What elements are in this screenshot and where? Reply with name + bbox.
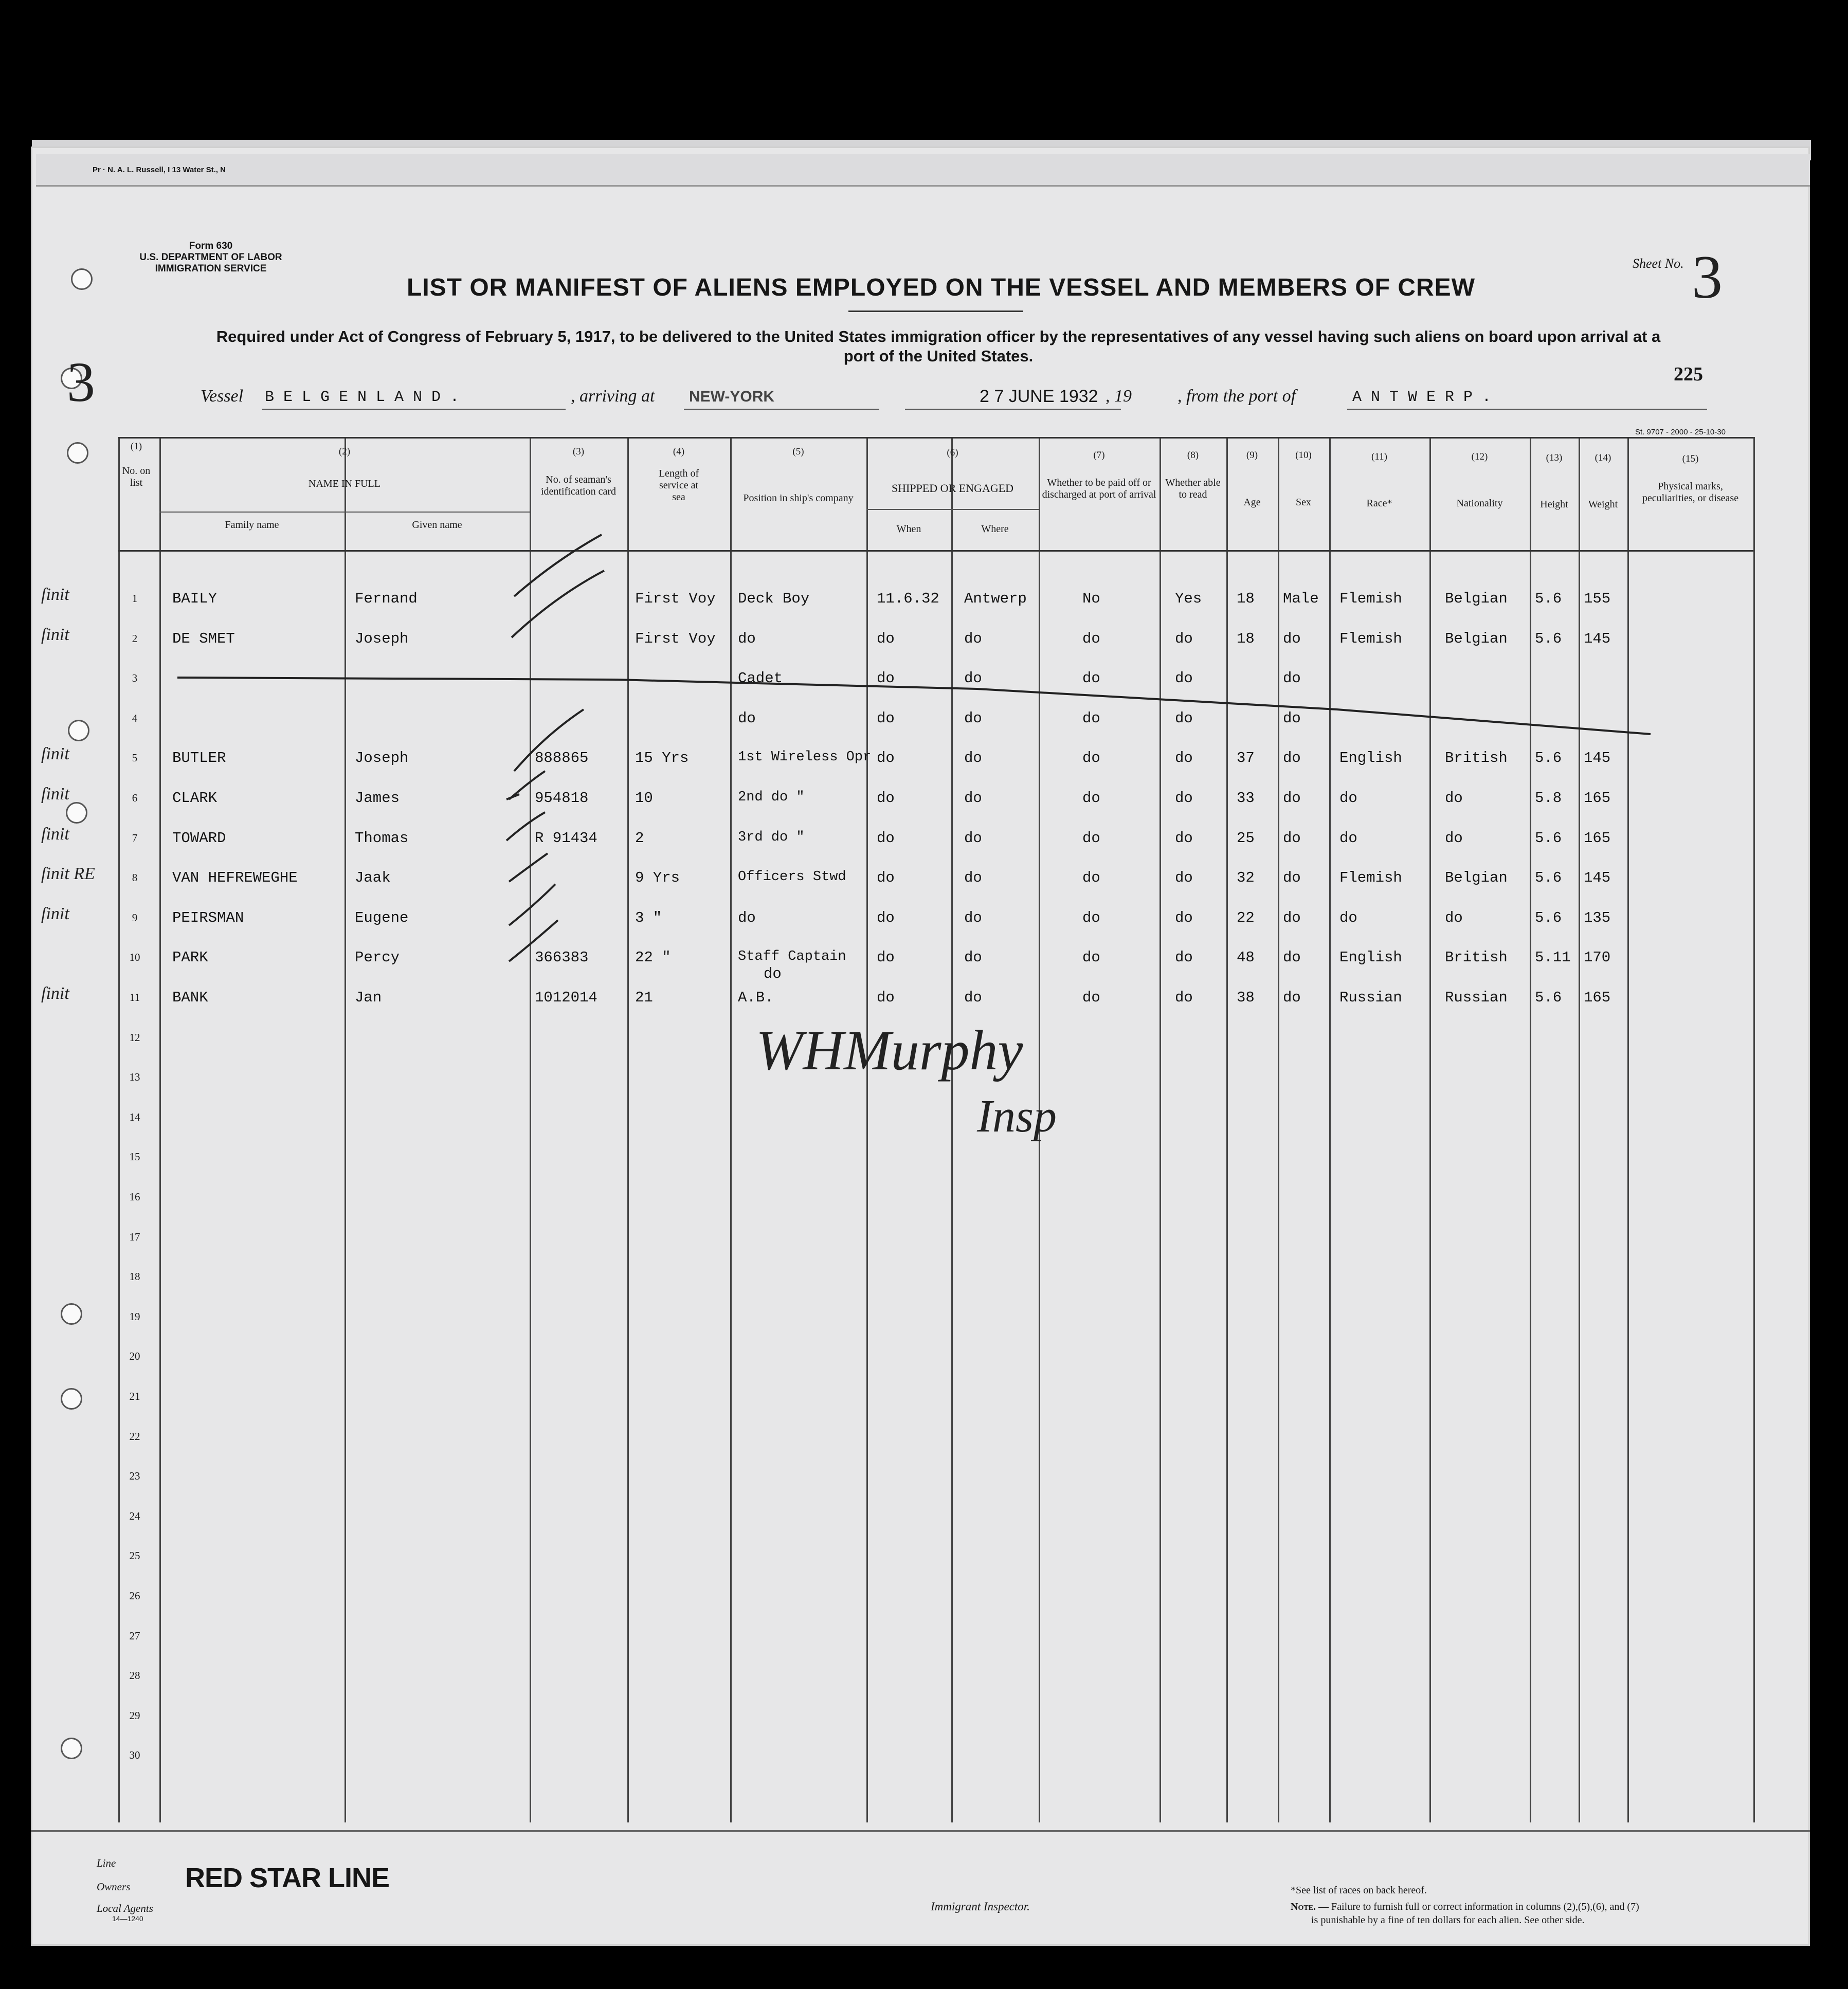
race-note: *See list of races on back hereof.: [1291, 1885, 1427, 1896]
cell-service: 2: [635, 829, 644, 847]
cell-card: R 91434: [535, 829, 597, 847]
cell-when: do: [877, 750, 895, 767]
cell-position: Officers Stwd: [738, 869, 846, 885]
row-number: 19: [129, 1310, 140, 1323]
line-stamp: RED STAR LINE: [185, 1863, 390, 1893]
cell-height: 5.6: [1535, 989, 1562, 1006]
cell-weight: 165: [1584, 829, 1611, 847]
cell-given: James: [355, 790, 400, 807]
col-2-number: (2): [338, 446, 351, 457]
cell-nationality: Russian: [1445, 989, 1508, 1006]
col-4-number: (4): [673, 446, 685, 457]
col-5-number: (5): [792, 446, 804, 457]
cell-position: 2nd do ": [738, 790, 805, 805]
cell-family: CLARK: [172, 790, 218, 807]
margin-annotation: ſinit RE: [41, 864, 95, 884]
cell-height: 5.6: [1535, 829, 1562, 847]
cell-nationality: do: [1445, 909, 1463, 926]
cell-position-extra: do: [764, 965, 782, 983]
row-number: 7: [132, 831, 138, 844]
cell-height: 5.6: [1535, 590, 1562, 607]
col-8-header: Whether able to read: [1165, 477, 1221, 500]
cell-service: First Voy: [635, 630, 716, 647]
cell-given: Fernand: [355, 590, 418, 607]
cell-paid: do: [1082, 949, 1100, 966]
cell-where: do: [964, 869, 982, 887]
row-number: 4: [132, 711, 138, 724]
cell-paid: do: [1082, 750, 1100, 767]
cell-where: do: [964, 790, 982, 807]
cell-when: 11.6.32: [877, 590, 939, 607]
margin-annotation: ſinit: [41, 784, 69, 804]
cell-nationality: Belgian: [1445, 630, 1508, 647]
cell-race: Russian: [1339, 989, 1402, 1006]
cell-paid: do: [1082, 829, 1100, 847]
row-number: 1: [132, 592, 138, 605]
cell-age: 18: [1237, 630, 1255, 647]
col-12-header: Nationality: [1456, 498, 1503, 509]
tick-mark: [506, 771, 545, 799]
cell-family: VAN HEFREWEGHE: [172, 869, 298, 887]
cell-when: do: [877, 909, 895, 926]
cell-where: do: [964, 949, 982, 966]
cell-family: BANK: [172, 989, 208, 1006]
cell-position: Deck Boy: [738, 590, 810, 607]
col-10-header: Sex: [1296, 497, 1311, 508]
cell-sex: do: [1283, 709, 1301, 727]
cell-race: do: [1339, 829, 1357, 847]
arrival-port: NEW-YORK: [689, 388, 775, 405]
cell-service: First Voy: [635, 590, 716, 607]
col-6-number: (6): [947, 447, 958, 458]
cell-family: PEIRSMAN: [172, 909, 244, 926]
cell-paid: do: [1082, 630, 1100, 647]
cell-given: Thomas: [355, 829, 409, 847]
cell-sex: do: [1283, 869, 1301, 887]
row-number: 14: [129, 1110, 140, 1123]
cell-position: do: [738, 909, 756, 926]
cell-given: Eugene: [355, 909, 409, 926]
cell-age: 37: [1237, 750, 1255, 767]
cell-weight: 165: [1584, 989, 1611, 1006]
note-label: Note.: [1291, 1901, 1316, 1912]
cell-sex: do: [1283, 829, 1301, 847]
col-15-header: Physical marks, peculiarities, or disease: [1642, 481, 1739, 504]
row-number: 27: [129, 1629, 140, 1642]
cell-sex: do: [1283, 909, 1301, 926]
cell-where: do: [964, 670, 982, 687]
margin-annotation: ſinit: [41, 984, 69, 1003]
margin-annotation: ſinit: [41, 585, 69, 604]
col-15-number: (15): [1682, 453, 1699, 464]
cell-position: do: [738, 709, 756, 727]
cell-race: Flemish: [1339, 630, 1402, 647]
margin-annotation: ſinit: [41, 625, 69, 644]
cell-when: do: [877, 709, 895, 727]
cell-race: Flemish: [1339, 869, 1402, 887]
row-number: 29: [129, 1709, 140, 1722]
cell-age: 33: [1237, 790, 1255, 807]
cell-service: 15 Yrs: [635, 750, 689, 767]
row-number: 28: [129, 1669, 140, 1682]
row-number: 22: [129, 1430, 140, 1443]
tick-mark: [509, 853, 548, 882]
cell-race: do: [1339, 909, 1357, 926]
penalty-note-continued: is punishable by a fine of ten dollars for each alien. See other side.: [1311, 1914, 1585, 1926]
cell-read: Yes: [1175, 590, 1202, 607]
note-text: — Failure to furnish full or correct information in columns (2),(5),(6), and (7): [1318, 1901, 1639, 1912]
cell-when: do: [877, 630, 895, 647]
cell-read: do: [1175, 630, 1193, 647]
owners-label: Owners: [97, 1881, 131, 1893]
col-7-header: Whether to be paid off or discharged at port of arrival: [1042, 477, 1156, 500]
cell-nationality: British: [1445, 750, 1508, 767]
cell-read: do: [1175, 750, 1193, 767]
page-number: 225: [1674, 363, 1703, 385]
cell-read: do: [1175, 989, 1193, 1006]
cell-where: do: [964, 909, 982, 926]
cell-position: do: [738, 630, 756, 647]
arrival-date-stamp: 2 7 JUNE 1932: [980, 387, 1098, 406]
col-5-header: Position in ship's company: [743, 492, 854, 504]
handwritten-page-mark: 3: [67, 351, 95, 413]
sheet-number: 3: [1692, 243, 1723, 311]
sheet-label: Sheet No.: [1633, 256, 1684, 271]
cell-paid: No: [1082, 590, 1100, 607]
col-13-header: Height: [1540, 499, 1568, 510]
form-number: Form 630: [189, 241, 233, 251]
col-12-number: (12): [1471, 451, 1488, 462]
immigrant-inspector-label: Immigrant Inspector.: [931, 1900, 1030, 1913]
col-4-header: Length of service at sea: [658, 468, 699, 503]
cell-card: 366383: [535, 949, 589, 966]
subtitle-line-1: Required under Act of Congress of February 5, 1917, to be delivered to the United States immigration officer by the representatives of any vessel having such aliens on board upon arrival at a: [216, 327, 1661, 345]
local-agents-label: Local Agents: [97, 1902, 153, 1914]
cell-sex: do: [1283, 790, 1301, 807]
cell-paid: do: [1082, 909, 1100, 926]
margin-annotation: ſinit: [41, 744, 69, 764]
row-number: 18: [129, 1270, 140, 1283]
row-number: 12: [129, 1031, 140, 1044]
cell-paid: do: [1082, 709, 1100, 727]
cell-sex: do: [1283, 750, 1301, 767]
row-number: 11: [129, 991, 140, 1003]
page-title: LIST OR MANIFEST OF ALIENS EMPLOYED ON THE VESSEL AND MEMBERS OF CREW: [407, 274, 1475, 301]
cell-given: Jaak: [355, 869, 391, 887]
tick-mark: [509, 884, 555, 925]
cell-height: 5.11: [1535, 949, 1571, 966]
vessel-name: B E L G E N L A N D .: [265, 389, 460, 406]
cell-weight: 135: [1584, 909, 1611, 926]
given-name-header: Given name: [412, 519, 462, 531]
col-7-number: (7): [1093, 450, 1105, 461]
row-number: 6: [132, 792, 138, 804]
cell-family: TOWARD: [172, 829, 226, 847]
cell-height: 5.6: [1535, 750, 1562, 767]
cell-weight: 155: [1584, 590, 1611, 607]
row-number: 5: [132, 752, 138, 764]
col-6-header: SHIPPED OR ENGAGED: [891, 482, 1014, 495]
subtitle-line-2: port of the United States.: [843, 347, 1034, 365]
cell-where: do: [964, 989, 982, 1006]
cell-when: do: [877, 989, 895, 1006]
cell-where: do: [964, 750, 982, 767]
cell-position: 1st Wireless Opr: [738, 750, 872, 765]
cell-service: 3 ": [635, 909, 662, 926]
cell-paid: do: [1082, 670, 1100, 687]
tick-mark: [514, 535, 602, 596]
arriving-label: , arriving at: [571, 387, 655, 406]
row-number: 10: [129, 951, 140, 964]
cell-service: 9 Yrs: [635, 869, 680, 887]
cell-family: BAILY: [172, 590, 218, 607]
col-3-number: (3): [572, 446, 585, 457]
cell-when: do: [877, 949, 895, 966]
cell-paid: do: [1082, 869, 1100, 887]
row-number: 26: [129, 1590, 140, 1602]
inspector-signature: WHMurphy: [756, 1019, 1023, 1082]
col-14-number: (14): [1595, 452, 1611, 463]
row-number: 24: [129, 1509, 140, 1522]
cell-race: English: [1339, 750, 1402, 767]
cell-given: Percy: [355, 949, 400, 966]
cell-paid: do: [1082, 989, 1100, 1006]
col-2-header: NAME IN FULL: [309, 478, 381, 489]
cell-age: 32: [1237, 869, 1255, 887]
row-number: 25: [129, 1549, 140, 1562]
tick-mark: [506, 812, 545, 841]
from-port-label: , from the port of: [1177, 387, 1296, 406]
cell-card: 888865: [535, 750, 589, 767]
cell-age: 18: [1237, 590, 1255, 607]
cell-position: A.B.: [738, 989, 774, 1006]
cell-service: 10: [635, 790, 653, 807]
cell-when: do: [877, 670, 895, 687]
margin-annotation: ſinit: [41, 824, 69, 844]
cell-card: 954818: [535, 790, 589, 807]
row-number: 23: [129, 1470, 140, 1483]
cell-when: do: [877, 869, 895, 887]
family-name-header: Family name: [225, 519, 279, 531]
service-name: IMMIGRATION SERVICE: [155, 263, 267, 274]
cell-race: Flemish: [1339, 590, 1402, 607]
row-number: 17: [129, 1230, 140, 1243]
cell-weight: 170: [1584, 949, 1611, 966]
tick-mark: [509, 920, 558, 961]
col-1-header: No. on list: [122, 465, 151, 488]
row-number: 13: [129, 1071, 140, 1084]
cell-race: English: [1339, 949, 1402, 966]
cell-height: 5.8: [1535, 790, 1562, 807]
cell-weight: 145: [1584, 750, 1611, 767]
where-header: Where: [981, 523, 1009, 535]
cell-card: 1012014: [535, 989, 597, 1006]
penalty-note: [1291, 1901, 1639, 1913]
footer-divider: [31, 1830, 1810, 1832]
row-number: 20: [129, 1350, 140, 1363]
row-number: 16: [129, 1191, 140, 1203]
cell-nationality: British: [1445, 949, 1508, 966]
col-10-number: (10): [1295, 450, 1312, 461]
cell-sex: do: [1283, 670, 1301, 687]
row-number: 8: [132, 871, 138, 884]
vessel-label: Vessel: [201, 387, 244, 406]
cell-service: 22 ": [635, 949, 671, 966]
cell-when: do: [877, 829, 895, 847]
tick-mark: [514, 709, 584, 771]
col-14-header: Weight: [1588, 499, 1618, 510]
cell-height: 5.6: [1535, 630, 1562, 647]
cell-sex: do: [1283, 630, 1301, 647]
department-name: U.S. DEPARTMENT OF LABOR: [139, 252, 282, 263]
cell-family: BUTLER: [172, 750, 226, 767]
cell-race: do: [1339, 790, 1357, 807]
cell-read: do: [1175, 709, 1193, 727]
cell-family: PARK: [172, 949, 208, 966]
cell-position: Cadet: [738, 670, 783, 687]
cell-service: 21: [635, 989, 653, 1006]
cell-age: 48: [1237, 949, 1255, 966]
cell-read: do: [1175, 949, 1193, 966]
cell-sex: do: [1283, 949, 1301, 966]
cell-height: 5.6: [1535, 909, 1562, 926]
col-3-header: No. of seaman's identification card: [540, 474, 617, 497]
cell-where: Antwerp: [964, 590, 1027, 607]
row-number: 9: [132, 911, 138, 924]
line-label: Line: [97, 1857, 116, 1869]
cell-given: Joseph: [355, 750, 409, 767]
cell-given: Jan: [355, 989, 382, 1006]
cell-age: 38: [1237, 989, 1255, 1006]
cell-sex: do: [1283, 989, 1301, 1006]
cell-nationality: do: [1445, 829, 1463, 847]
cell-age: 22: [1237, 909, 1255, 926]
year-label: , 19: [1106, 387, 1132, 406]
cell-position: 3rd do ": [738, 829, 805, 845]
form-code: St. 9707 - 2000 - 25-10-30: [1635, 428, 1726, 436]
cell-read: do: [1175, 909, 1193, 926]
form-reference: 14—1240: [112, 1914, 143, 1923]
cell-where: do: [964, 630, 982, 647]
cell-nationality: Belgian: [1445, 869, 1508, 887]
cell-age: 25: [1237, 829, 1255, 847]
row-number: 15: [129, 1151, 140, 1163]
printer-credit: Pr · N. A. L. Russell, I 13 Water St., N: [93, 166, 226, 174]
cell-nationality: Belgian: [1445, 590, 1508, 607]
cell-read: do: [1175, 670, 1193, 687]
cell-sex: Male: [1283, 590, 1319, 607]
row-number: 3: [132, 672, 138, 685]
strike-through-line: [177, 678, 1651, 734]
cell-weight: 145: [1584, 630, 1611, 647]
tick-mark: [512, 571, 604, 637]
inspector-title-signature: Insp: [977, 1091, 1057, 1142]
row-number: 21: [129, 1390, 140, 1402]
cell-read: do: [1175, 790, 1193, 807]
cell-position: Staff Captain: [738, 949, 846, 965]
cell-where: do: [964, 709, 982, 727]
cell-height: 5.6: [1535, 869, 1562, 887]
col-11-header: Race*: [1366, 498, 1392, 509]
departure-port: A N T W E R P .: [1352, 389, 1492, 406]
row-number: 30: [129, 1749, 140, 1762]
cell-where: do: [964, 829, 982, 847]
cell-read: do: [1175, 829, 1193, 847]
cell-family: DE SMET: [172, 630, 235, 647]
row-number: 2: [132, 632, 138, 645]
col-9-header: Age: [1243, 497, 1261, 508]
margin-annotation: ſinit: [41, 904, 69, 923]
cell-nationality: do: [1445, 790, 1463, 807]
cell-weight: 145: [1584, 869, 1611, 887]
cell-weight: 165: [1584, 790, 1611, 807]
cell-given: Joseph: [355, 630, 409, 647]
when-header: When: [896, 523, 921, 535]
cell-read: do: [1175, 869, 1193, 887]
cell-paid: do: [1082, 790, 1100, 807]
col-1-number: (1): [130, 441, 142, 452]
cell-when: do: [877, 790, 895, 807]
col-13-number: (13): [1546, 452, 1563, 463]
col-8-number: (8): [1187, 450, 1199, 461]
col-9-number: (9): [1246, 450, 1258, 461]
col-11-number: (11): [1371, 451, 1387, 462]
